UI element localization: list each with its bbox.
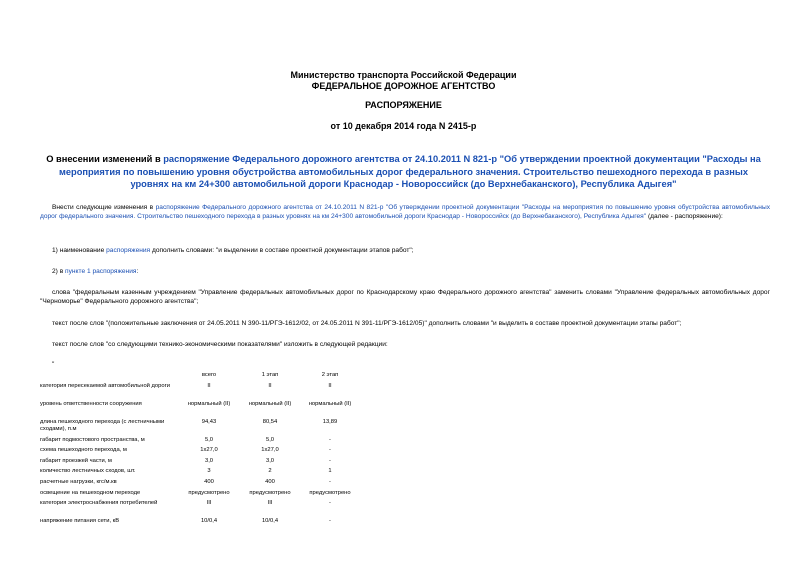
item-1-order-link[interactable]: распоряжения bbox=[106, 247, 151, 254]
ministry-name: Министерство транспорта Российской Федерации bbox=[290, 70, 517, 80]
table-row bbox=[40, 518, 362, 529]
intro-order-link[interactable]: распоряжение Федерального дорожного агентства от 24.10.2011 N 821-р "Об утверждении проектной документации "Расходы на мероприятия по повышению уровня обустройства автомобильных дорог федерального значения. Строительство пешеходного перехода в разных уровнях на км 24+300 автомобильной дороги Краснодар - Новороссийск (до Верхнебаканского), Республика Адыгея" bbox=[40, 204, 770, 220]
item-1-suffix: дополнить словами: "и выделении в составе проектной документации этапов работ"; bbox=[150, 247, 414, 254]
document-title bbox=[40, 153, 767, 191]
item-2-prefix: 2) в bbox=[52, 268, 66, 275]
append-text-paragraph: текст после слов "(положительные заключения от 24.05.2011 N 390-11/РГЭ-1612/02, от 24.05.2011 N 391-11/РГЭ-1612/05)" дополнить словами "и выделить в составе проектной документации этапы работ"; bbox=[52, 320, 682, 327]
table-cell: III bbox=[267, 500, 273, 507]
table-cell: предусмотрено bbox=[249, 489, 291, 496]
table-cell: 80,54 bbox=[262, 418, 278, 425]
table-row bbox=[40, 437, 362, 448]
table-cell: II bbox=[268, 382, 272, 389]
table-cell: предусмотрено bbox=[188, 489, 230, 496]
table-cell: 3,0 bbox=[204, 457, 214, 464]
table-cell: 5,0 bbox=[204, 436, 214, 443]
table-cell: 5,0 bbox=[265, 436, 275, 443]
table-cell: 13,89 bbox=[322, 418, 338, 425]
table-cell: уровень ответственности сооружения bbox=[40, 400, 142, 407]
table-cell: категория пересекаемой автомобильной дороги bbox=[40, 382, 170, 389]
item-2-clause-link[interactable]: пункте 1 распоряжения bbox=[65, 268, 137, 275]
table-cell: - bbox=[329, 447, 331, 454]
table-cell: расчетные нагрузки, кгс/м.кв bbox=[40, 478, 117, 485]
table-cell: количество лестничных сходов, шт. bbox=[40, 468, 136, 475]
table-row bbox=[40, 479, 362, 490]
table-header-cell: 1 этап bbox=[261, 372, 279, 378]
agency-name: ФЕДЕРАЛЬНОЕ ДОРОЖНОЕ АГЕНТСТВО bbox=[311, 81, 496, 91]
title-order-link[interactable]: распоряжение Федерального дорожного агентства от 24.10.2011 N 821-р "Об утверждении проектной документации "Расходы на мероприятия по повышению уровня обустройства автомобильных дорог федерального значения. Строительство пешеходного перехода в разных уровнях на км 24+300 автомобильной дороги Краснодар - Новороссийск (до Верхнебаканского), Республика Адыгея" bbox=[58, 154, 761, 189]
table-cell: II bbox=[207, 382, 211, 389]
table-row bbox=[40, 500, 362, 518]
item-1-prefix: 1) наименование bbox=[52, 247, 107, 254]
table-row bbox=[40, 447, 362, 458]
table-cell: предусмотрено bbox=[309, 489, 351, 496]
table-cell: длина пешеходного перехода (с лестничными сходами), п.м bbox=[40, 418, 165, 432]
table-header-cell: 2 этап bbox=[321, 372, 339, 378]
table-row bbox=[40, 458, 362, 469]
table-row bbox=[40, 468, 362, 479]
intro-paragraph bbox=[40, 203, 770, 221]
table-cell: габарит подмостового пространства, м bbox=[40, 436, 145, 443]
replace-words-paragraph: слова "федеральным казенным учреждением "Управление федеральных автомобильных дорог по Краснодарскому краю Федерального дорожного агентства" заменить словами "Управление федеральных автомобильных дорог "Черноморье" Федерального дорожного агентства"; bbox=[40, 289, 770, 305]
item-2-paragraph bbox=[40, 267, 770, 276]
table-row bbox=[40, 419, 362, 437]
intro-suffix: (далее - распоряжение): bbox=[646, 213, 723, 220]
table-cell: III bbox=[206, 500, 212, 507]
table-cell: 1х27,0 bbox=[200, 447, 218, 454]
table-cell: освещение на пешеходном переходе bbox=[40, 489, 141, 496]
document-type: РАСПОРЯЖЕНИЕ bbox=[365, 100, 442, 110]
table-cell: 10/0,4 bbox=[200, 518, 218, 525]
table-cell: - bbox=[329, 500, 331, 507]
intro-prefix: Внести следующие изменения в bbox=[52, 204, 156, 211]
table-header-cell: всего bbox=[201, 372, 217, 378]
table-cell: 3 bbox=[207, 468, 211, 475]
table-cell: напряжение питания сети, кВ bbox=[40, 518, 120, 525]
table-cell: нормальный (II) bbox=[308, 400, 352, 407]
document-date-number: от 10 декабря 2014 года N 2415-р bbox=[330, 121, 477, 131]
table-cell: II bbox=[328, 382, 332, 389]
table-cell: 94,43 bbox=[201, 418, 217, 425]
table-cell: - bbox=[329, 478, 331, 485]
table-cell: 400 bbox=[204, 478, 214, 485]
restate-text-paragraph: текст после слов "со следующими технико-экономическими показателями" изложить в следующей редакции: bbox=[52, 341, 388, 348]
table-header-row bbox=[40, 372, 362, 383]
table-row bbox=[40, 401, 362, 419]
table-cell: 1 bbox=[328, 468, 332, 475]
item-2-suffix: : bbox=[136, 268, 139, 275]
table-cell: категория электроснабжения потребителей bbox=[40, 500, 158, 507]
table-row bbox=[40, 383, 362, 401]
table-cell: - bbox=[329, 518, 331, 525]
table-cell: 10/0,4 bbox=[261, 518, 279, 525]
title-prefix: О внесении изменений в bbox=[46, 154, 164, 164]
table-header-cell bbox=[40, 372, 176, 383]
table-cell: нормальный (II) bbox=[187, 400, 231, 407]
table-cell: 400 bbox=[265, 478, 275, 485]
item-1-paragraph bbox=[40, 246, 770, 255]
table-cell: 2 bbox=[268, 468, 272, 475]
table-cell: 1х27,0 bbox=[261, 447, 279, 454]
technical-indicators-table bbox=[40, 372, 362, 529]
table-cell: - bbox=[329, 436, 331, 443]
table-cell: габарит проезжей части, м bbox=[40, 457, 112, 464]
quote-mark: " bbox=[52, 361, 55, 368]
table-cell: нормальный (II) bbox=[248, 400, 292, 407]
table-cell: 3,0 bbox=[265, 457, 275, 464]
table-cell: - bbox=[329, 457, 331, 464]
table-row bbox=[40, 490, 362, 501]
table-cell: схема пешеходного перехода, м bbox=[40, 447, 127, 454]
